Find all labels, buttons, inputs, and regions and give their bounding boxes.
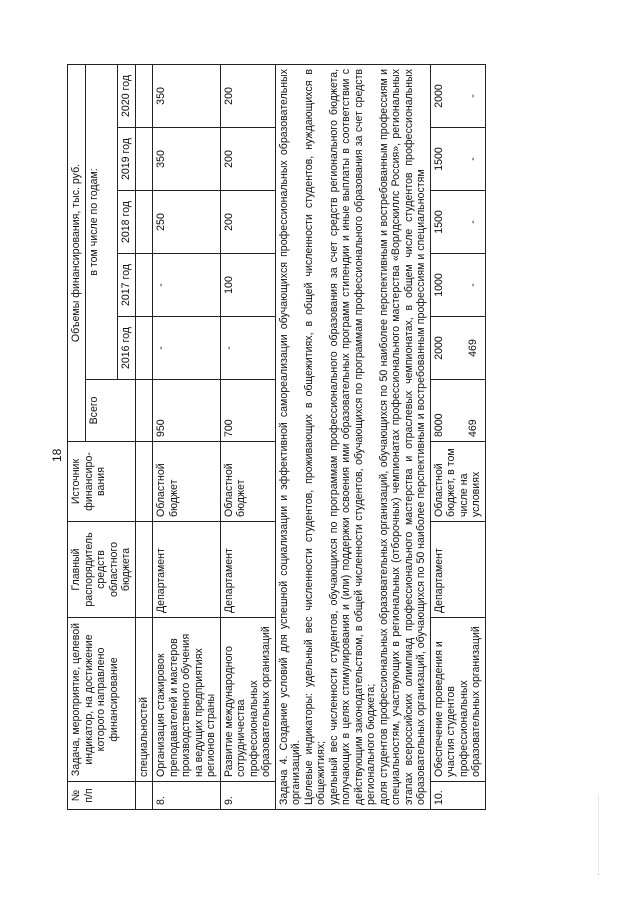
row-2016 bbox=[430, 317, 485, 380]
page-number: 18 bbox=[50, 448, 64, 462]
table-row bbox=[220, 64, 275, 809]
row-2019: 200 bbox=[220, 128, 275, 191]
row-2018-sub: - bbox=[467, 220, 479, 224]
row-total bbox=[430, 380, 485, 442]
header-source: Источник финансиро-вания bbox=[68, 442, 136, 522]
row-2020-value: 2000 bbox=[432, 84, 445, 108]
task-4-block bbox=[275, 64, 430, 809]
row-manager: Департамент bbox=[430, 522, 485, 618]
row-task: Обеспечение проведения и участия студентов профессиональных образовательных организаций bbox=[430, 618, 485, 782]
row-manager: Департамент bbox=[220, 522, 275, 618]
row-total: 950 bbox=[153, 380, 221, 442]
continuation-row bbox=[135, 64, 153, 809]
row-2016-sub: 469 bbox=[467, 339, 479, 357]
row-2020: 350 bbox=[153, 64, 221, 127]
task-4-title: Задача 4. Создание условий для успешной социализации и эффективной самореализации обучающихся профессиональных образовательных организаций. bbox=[277, 68, 302, 805]
header-year: 2017 год bbox=[118, 254, 136, 317]
table-row bbox=[153, 64, 221, 809]
row-2018: 200 bbox=[220, 191, 275, 254]
continuation-text: специальностей bbox=[135, 618, 153, 782]
header-year: 2016 год bbox=[118, 317, 136, 380]
row-2019-sub: - bbox=[467, 157, 479, 161]
row-num: 8. bbox=[153, 782, 221, 810]
row-2017: 100 bbox=[220, 254, 275, 317]
row-2017 bbox=[430, 254, 485, 317]
header-volumes: Объемы финансирования, тыс. руб. bbox=[68, 64, 86, 441]
row-source: Областной бюджет, в том числе на условиях bbox=[430, 442, 485, 522]
row-2019-value: 1500 bbox=[432, 147, 445, 171]
row-2016: - bbox=[220, 317, 275, 380]
row-2016: - bbox=[153, 317, 221, 380]
task-4-indicator: доля студентов профессиональных образовательных организаций, обучающихся по 50 наиболее перспективным и востребованным профессиям и специальностям, участвующих в региональных (отборочных) чемпионатах профессионального мастерства «Ворлдскиллс Россия», региональных этапах всероссийских олимпиад профессионального мастерства и отраслевых чемпионатах, в общем числе студентов профессиональных образовательных организаций, обучающихся по 50 наиболее перспективным и востребованным профессиям и специальностям bbox=[377, 68, 427, 805]
row-2017-value: 1000 bbox=[432, 273, 445, 297]
row-num: 10. bbox=[430, 782, 485, 810]
table-row bbox=[430, 64, 485, 809]
financing-table bbox=[67, 64, 486, 810]
row-2017: - bbox=[153, 254, 221, 317]
row-source: Областной бюджет bbox=[220, 442, 275, 522]
header-total: Всего bbox=[85, 380, 135, 442]
task-4-indicator: удельный вес численности студентов, обучающихся по программам профессионального образования за счет средств регионального бюджета, получающих в целях стимулирования и (или) поддержки освоения ими образовательных программ стипендии и иные выплаты в соответствии с действующим законодательством, в общей численности студентов, обучающихся по программам профессионального образования за счет средств регионального бюджета; bbox=[327, 68, 377, 805]
row-2018-value: 1500 bbox=[432, 210, 445, 234]
header-manager: Главный распорядитель средств областного бюджета bbox=[68, 522, 136, 618]
header-num: № п/п bbox=[68, 782, 136, 810]
row-2020: 200 bbox=[220, 64, 275, 127]
row-num: 9. bbox=[220, 782, 275, 810]
row-total-value: 8000 bbox=[432, 413, 445, 437]
row-2018: 250 bbox=[153, 191, 221, 254]
row-total: 700 bbox=[220, 380, 275, 442]
row-2020-sub: - bbox=[467, 94, 479, 98]
row-task: Организация стажировок преподавателей и мастеров производственного обучения на ведущих предприятиях регионов страны bbox=[153, 618, 221, 782]
row-2019 bbox=[430, 128, 485, 191]
task-4-indicators: Целевые индикаторы: удельный вес численности студентов, проживающих в общежитиях, в общей численности студентов, нуждающихся в общежитиях; bbox=[302, 68, 327, 805]
header-task: Задача, мероприятие, целевой индикатор, на достижение которого направлено финансирование bbox=[68, 618, 136, 782]
header-year: 2019 год bbox=[118, 128, 136, 191]
row-2016-value: 2000 bbox=[432, 336, 445, 360]
row-manager: Департамент bbox=[153, 522, 221, 618]
row-2018 bbox=[430, 191, 485, 254]
row-total-sub: 469 bbox=[467, 419, 479, 437]
row-task: Развитие международного сотрудничества профессиональных образовательных организаций bbox=[220, 618, 275, 782]
row-2017-sub: - bbox=[467, 283, 479, 287]
header-by-years: в том числе по годам: bbox=[85, 64, 118, 379]
header-year: 2018 год bbox=[118, 191, 136, 254]
row-source: Областной бюджет bbox=[153, 442, 221, 522]
scan-artifact bbox=[598, 795, 605, 875]
header-year: 2020 год bbox=[118, 64, 136, 127]
header-row bbox=[68, 64, 86, 809]
task-row bbox=[275, 64, 430, 809]
row-2020 bbox=[430, 64, 485, 127]
row-2019: 350 bbox=[153, 128, 221, 191]
